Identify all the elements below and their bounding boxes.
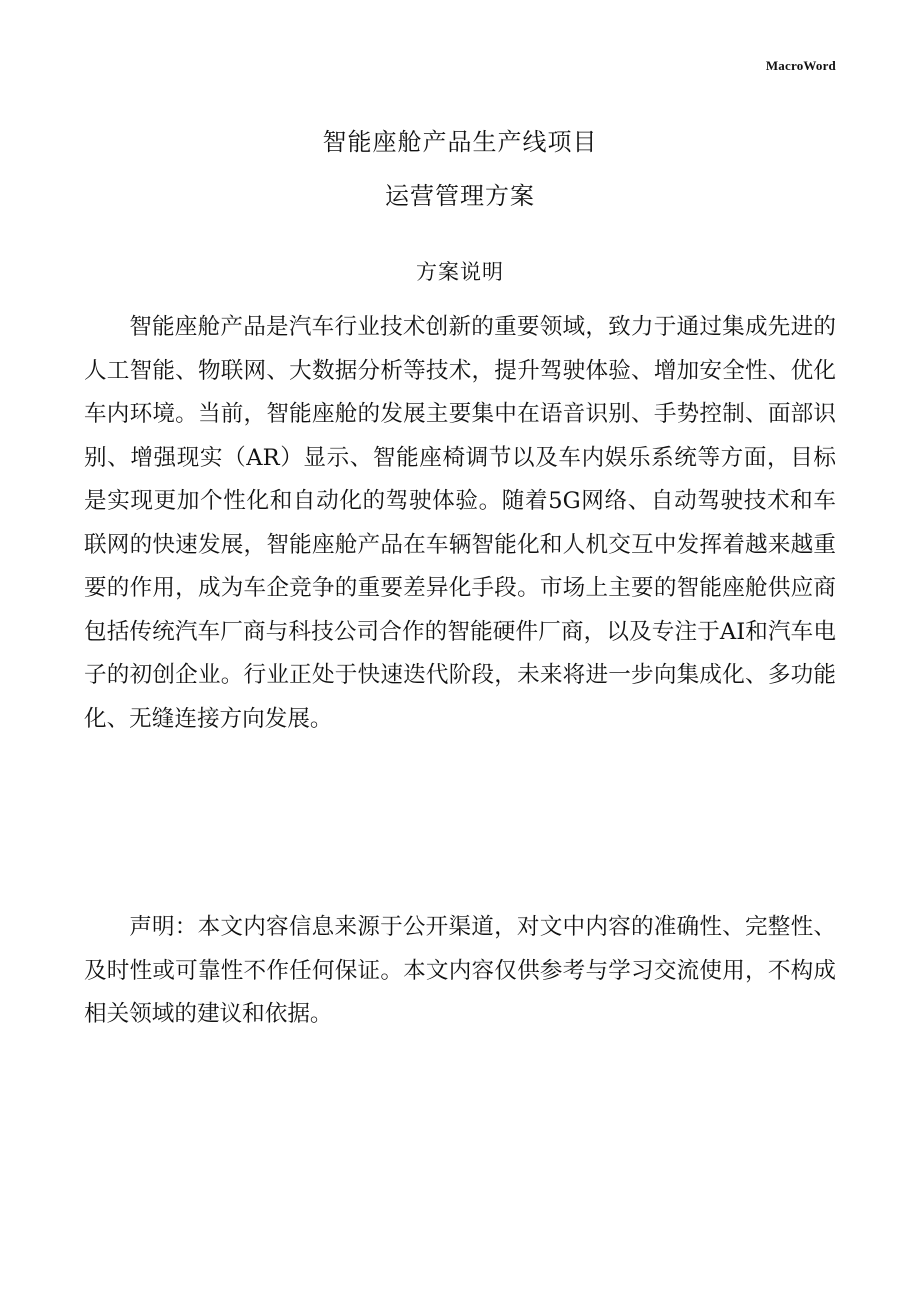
- section-heading: 方案说明: [416, 260, 504, 284]
- document-title-line-1: 智能座舱产品生产线项目: [322, 128, 598, 156]
- brand-header: MacroWord: [765, 58, 836, 73]
- document-title-line-2: 运营管理方案: [385, 182, 535, 210]
- disclaimer-paragraph: 声明：本文内容信息来源于公开渠道，对文中内容的准确性、完整性、及时性或可靠性不作任何保证。本文内容仅供参考与学习交流使用，不构成相关领域的建议和依据。: [84, 914, 836, 1027]
- intro-paragraph: 智能座舱产品是汽车行业技术创新的重要领域，致力于通过集成先进的人工智能、物联网、大数据分析等技术，提升驾驶体验、增加安全性、优化车内环境。当前，智能座舱的发展主要集中在语音识别、手势控制、面部识别、增强现实（AR）显示、智能座椅调节以及车内娱乐系统等方面，目标是实现更加个性化和自动化的驾驶体验。随着5G网络、自动驾驶技术和车联网的快速发展，智能座舱产品在车辆智能化和人机交互中发挥着越来越重要的作用，成为车企竞争的重要差异化手段。市场上主要的智能座舱供应商包括传统汽车厂商与科技公司合作的智能硬件厂商，以及专注于AI和汽车电子的初创企业。行业正处于快速迭代阶段，未来将进一步向集成化、多功能化、无缝连接方向发展。: [84, 314, 836, 732]
